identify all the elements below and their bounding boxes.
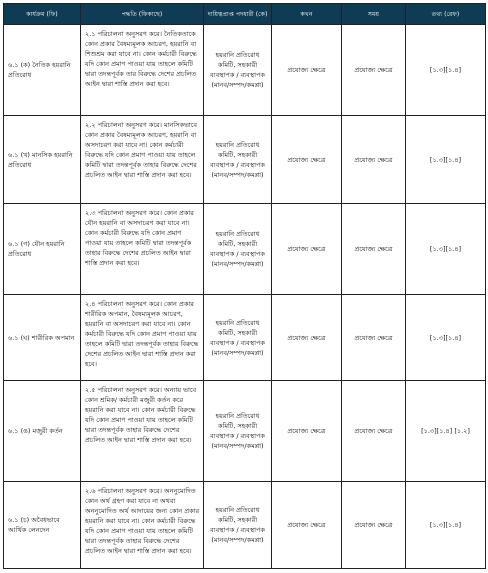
procedure-text: ২.৩ পরিচালনা অনুসরণ করে। কোন প্রকার যৌন হয়রানি বা অসদাচরণ করা যাবে না। কোন কর্মচারী বিরুদ্ধে যদি কোন প্রমাণ পাওয়া যায় তাহলে কমিটি দ্বারা তদন্তপূর্বক তাহার বিরুদ্ধে দেশের প্রচলিত আইন দ্বারা শাস্তি প্রদান করা হবে। — [85, 209, 194, 267]
procedure-cell — [81, 25, 204, 116]
header-source: তথ্য (রেফ) — [406, 4, 486, 25]
responsible-cell: হয়রানি প্রতিরোধ কমিটি, সহকারী ব্যবস্থাপক / ব্যবস্থাপক (মানব/সম্পদ/কমপ্লা) — [204, 381, 272, 482]
table-row — [4, 25, 486, 116]
header-time: সময় — [342, 4, 406, 25]
time-cell: প্রযোজ্য ক্ষেত্রে — [342, 204, 406, 295]
activity-cell: ৬.১ (চ) অবৈধভাবে আর্থিক লেনদেন — [4, 482, 81, 569]
activity-cell: ৬.১ (খ) মানসিক হয়রানি প্রতিরোধ — [4, 116, 81, 204]
procedure-cell — [81, 204, 204, 295]
procedure-cell — [81, 482, 204, 569]
header-responsible: দায়িত্বপ্রাপ্ত পদধারী (কে) — [204, 4, 272, 25]
time-cell: প্রযোজ্য ক্ষেত্রে — [342, 295, 406, 381]
activity-cell: ৬.১ (ক) নৈতিক হয়রানি প্রতিরোধ — [4, 25, 81, 116]
when-cell: প্রযোজ্য ক্ষেত্রে — [272, 25, 342, 116]
policy-table-wrapper — [3, 3, 485, 569]
procedure-cell — [81, 116, 204, 204]
when-cell: প্রযোজ্য ক্ষেত্রে — [272, 116, 342, 204]
procedure-text: ২.৫ পরিচালনা অনুসরণ করে। অন্যায় ভাবে কোন শ্রমিক/ কর্মচারী মজুরী কর্তন করে হয়রানি করা যাবে না। কোন কর্মচারী বিরুদ্ধে যদি কোন প্রমাণ পাওয়া যায় তাহলে কমিটি দ্বারা তদন্তপূর্বক তাহার বিরুদ্ধে দেশের প্রচলিত আইন দ্বারা শাস্তি প্রদান করা হবে। — [85, 386, 197, 444]
policy-table — [3, 3, 486, 569]
time-cell: প্রযোজ্য ক্ষেত্রে — [342, 482, 406, 569]
source-cell: [১.৩][১.৪] — [406, 116, 486, 204]
procedure-text: ২.১ পরিচালনা অনুসরণ করে। নৈতিকতাকে কোন প্রকার বৈষম্যমূলক আচরণ, হয়রানি বা শিশুশ্রম করা যাবে না। কোন কর্মচারী বিরুদ্ধে যদি কোন প্রমাণ পাওয়া যায় তাহলে কমিটি দ্বারা তদন্তপূর্বক তার বিরুদ্ধে দেশের প্রচলিত আইন দ্বারা শাস্তি প্রদান করা হবে। — [85, 30, 197, 88]
responsible-cell: হয়রানি প্রতিরোধ কমিটি, সহকারী ব্যবস্থাপক / ব্যবস্থাপক (মানব/সম্পদ/কমপ্লা) — [204, 204, 272, 295]
procedure-text: ২.২ পরিচালনা অনুসরণ করে। মানসিকভাবে কোন প্রকার বৈষম্যমূলক আচরণ, হয়রানি বা অসদাচরণ করা যাবে না। কোন কর্মচারী বিরুদ্ধে যদি কোন প্রমাণ পাওয়া যায় তাহলে কমিটি দ্বারা তদন্তপূর্বক তাহার বিরুদ্ধে দেশের প্রচলিত আইন দ্বারা শাস্তি প্রদান করা হবে। — [85, 121, 198, 179]
time-cell: প্রযোজ্য ক্ষেত্রে — [342, 25, 406, 116]
source-cell: [১.৩][১.৪] [১.২] — [406, 381, 486, 482]
header-activity: কার্যক্রম (ফি) — [4, 4, 81, 25]
table-row — [4, 381, 486, 482]
header-when: কখন — [272, 4, 342, 25]
responsible-cell: হয়রানি প্রতিরোধ কমিটি, সহকারী ব্যবস্থাপক / ব্যবস্থাপক (মানব/সম্পদ/কমপ্লা) — [204, 295, 272, 381]
responsible-cell: হয়রানি প্রতিরোধ কমিটি, সহকারী ব্যবস্থাপক / ব্যবস্থাপক (মানব/সম্পদ/কমপ্লা) — [204, 482, 272, 569]
procedure-text: ২.৬ পরিচালনা অনুসরণ করে। অননুমোদিত কোন অর্থ গ্রহণ করা যাবে না অথবা অননুমোদিত অর্থ আদায়ের জন্য কোন প্রকার হয়রানি করা যাবে না। কোন কর্মচারী বিরুদ্ধে যদি কোন প্রমাণ পাওয়া যায় তাহলে কমিটি দ্বারা তদন্তপূর্বক তাহার বিরুদ্ধে দেশের প্রচলিত আইন দ্বারা শাস্তি প্রদান করা হবে। — [85, 487, 200, 555]
source-cell: [১.৩][১.৪] — [406, 25, 486, 116]
header-procedure: পদ্ধতি (ফিকাছে) — [81, 4, 204, 25]
source-cell: [১.৩][১.৪] — [406, 204, 486, 295]
when-cell: প্রযোজ্য ক্ষেত্রে — [272, 204, 342, 295]
activity-cell: ৬.১ (গ) যৌন হয়রানি প্রতিরোধ — [4, 204, 81, 295]
procedure-cell — [81, 381, 204, 482]
header-row — [4, 4, 486, 25]
table-row — [4, 295, 486, 381]
time-cell: প্রযোজ্য ক্ষেত্রে — [342, 381, 406, 482]
table-row — [4, 204, 486, 295]
source-cell: [১.৩][১.৪] — [406, 295, 486, 381]
responsible-cell: হয়রানি প্রতিরোধ কমিটি, সহকারী ব্যবস্থাপক / ব্যবস্থাপক (মানব/সম্পদ/কমপ্লা) — [204, 25, 272, 116]
when-cell: প্রযোজ্য ক্ষেত্রে — [272, 295, 342, 381]
activity-cell: ৬.১ (ঙ) মজুরী কর্তন — [4, 381, 81, 482]
source-cell: [১.৩][১.৪] — [406, 482, 486, 569]
when-cell: প্রযোজ্য ক্ষেত্রে — [272, 381, 342, 482]
responsible-cell: হয়রানি প্রতিরোধ কমিটি, সহকারী ব্যবস্থাপক / ব্যবস্থাপক (মানব/সম্পদ/কমপ্লা) — [204, 116, 272, 204]
procedure-cell — [81, 295, 204, 381]
time-cell: প্রযোজ্য ক্ষেত্রে — [342, 116, 406, 204]
activity-cell: ৬.১ (ঘ) শারীরিক অপমান — [4, 295, 81, 381]
procedure-text: ২.৪ পরিচালনা অনুসরণ করে। কোন প্রকার শারীরিক অপমান, বৈষম্যমূলক আচরণ, হয়রানি বা অসদাচরণ করা যাবে না। কোন কর্মচারী বিরুদ্ধে যদি কোন প্রমাণ পাওয়া যায় তাহলে কমিটি দ্বারা তদন্তপূর্বক তাহার বিরুদ্ধে দেশের প্রচলিত আইন দ্বারা শাস্তি প্রদান করা হবে। — [85, 300, 199, 368]
table-row — [4, 482, 486, 569]
table-row — [4, 116, 486, 204]
when-cell: প্রযোজ্য ক্ষেত্রে — [272, 482, 342, 569]
